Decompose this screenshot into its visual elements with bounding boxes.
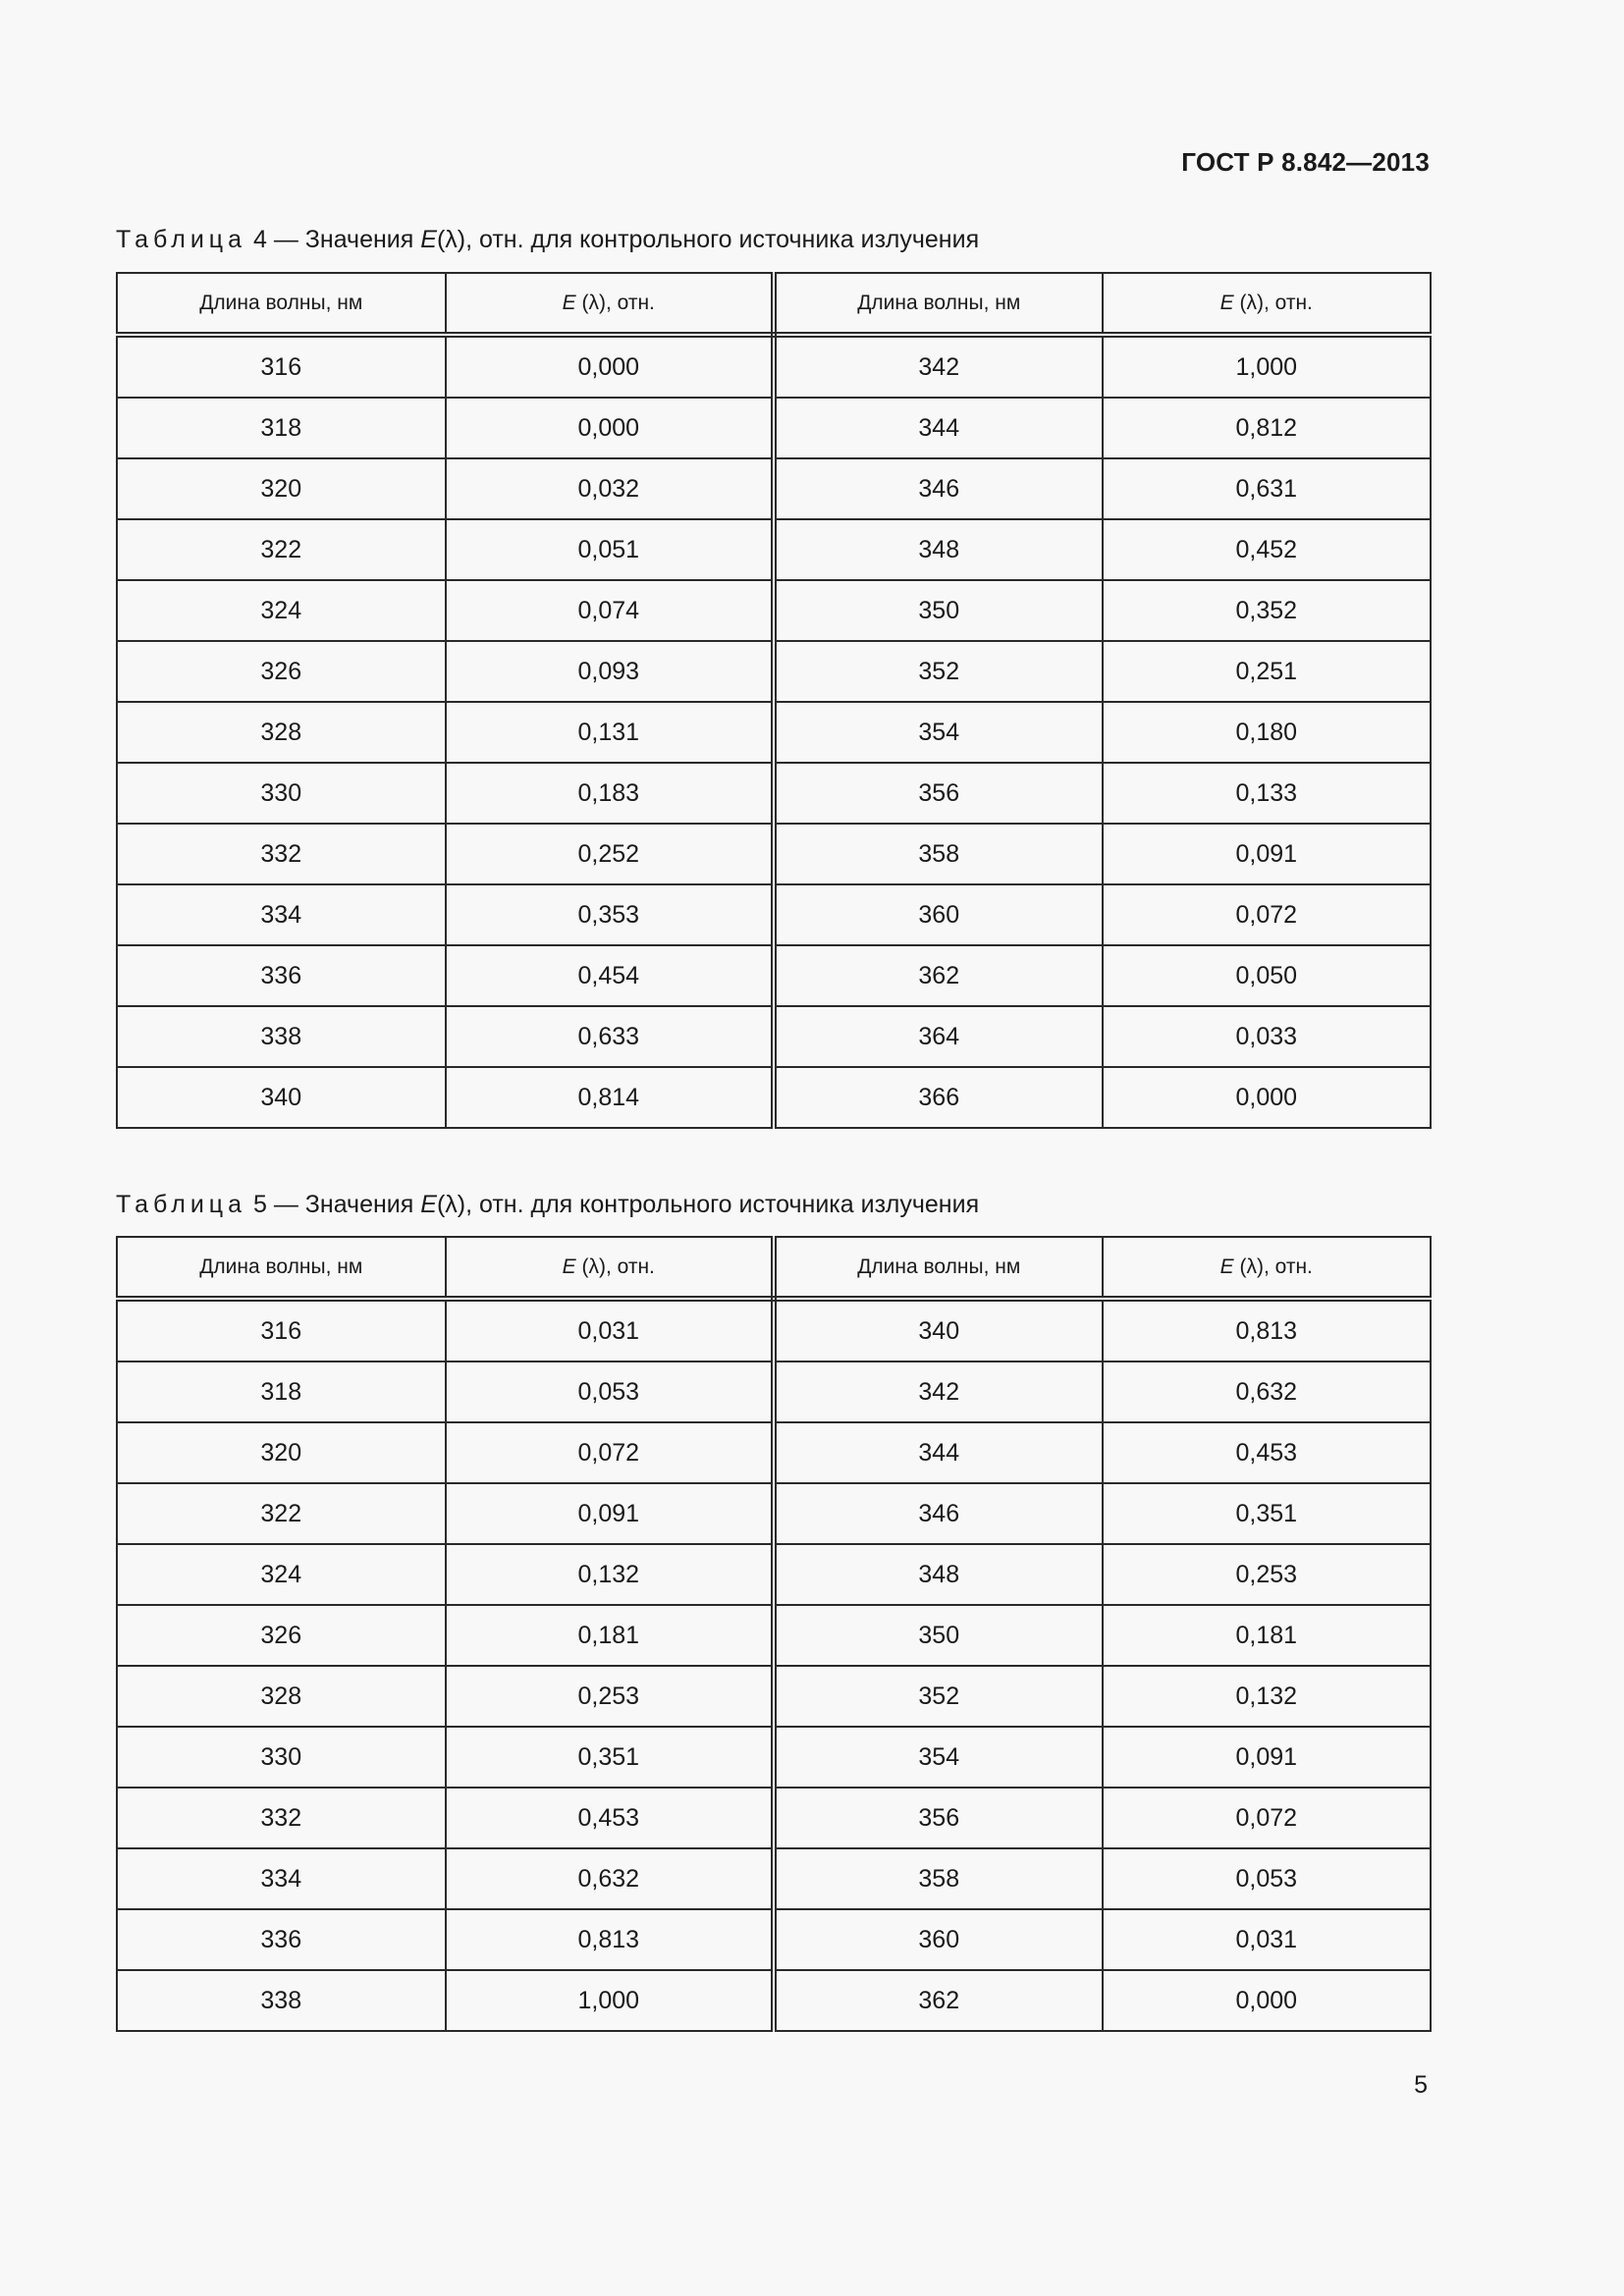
cell-value: 0,000	[1103, 1970, 1432, 2031]
header-wavelength: Длина волны, нм	[117, 1237, 446, 1299]
cell-wavelength: 338	[117, 1970, 446, 2031]
cell-wavelength: 330	[117, 763, 446, 824]
cell-value: 0,183	[446, 763, 775, 824]
table-row	[117, 641, 1431, 702]
cell-wavelength: 360	[774, 1909, 1103, 1970]
cell-wavelength: 346	[774, 1483, 1103, 1544]
cell-value: 0,454	[446, 945, 775, 1006]
table-row	[117, 702, 1431, 763]
caption-suffix: (λ), отн. для контрольного источника излучения	[436, 226, 980, 253]
cell-wavelength: 324	[117, 580, 446, 641]
cell-value: 0,072	[446, 1422, 775, 1483]
cell-wavelength: 338	[117, 1006, 446, 1067]
table-5	[116, 1236, 1432, 2032]
caption-prefix: — Значения	[273, 1191, 414, 1218]
table-row	[117, 580, 1431, 641]
cell-value: 0,633	[446, 1006, 775, 1067]
table-row	[117, 1605, 1431, 1666]
cell-wavelength: 358	[774, 824, 1103, 884]
cell-value: 0,180	[1103, 702, 1432, 763]
cell-value: 1,000	[446, 1970, 775, 2031]
page-number: 5	[1414, 2071, 1428, 2099]
cell-wavelength: 352	[774, 641, 1103, 702]
cell-value: 0,251	[1103, 641, 1432, 702]
cell-value: 0,091	[1103, 824, 1432, 884]
caption-symbol: E	[420, 226, 437, 253]
cell-wavelength: 344	[774, 1422, 1103, 1483]
table-row	[117, 884, 1431, 945]
caption-suffix: (λ), отн. для контрольного источника излучения	[436, 1191, 980, 1218]
table-row	[117, 1544, 1431, 1605]
cell-value: 0,000	[446, 335, 775, 398]
cell-value: 0,351	[1103, 1483, 1432, 1544]
cell-value: 0,453	[1103, 1422, 1432, 1483]
cell-value: 0,131	[446, 702, 775, 763]
table-row	[117, 1788, 1431, 1848]
cell-wavelength: 330	[117, 1727, 446, 1788]
table-row	[117, 1970, 1431, 2031]
header-value	[1103, 273, 1432, 335]
cell-wavelength: 364	[774, 1006, 1103, 1067]
cell-wavelength: 324	[117, 1544, 446, 1605]
cell-wavelength: 318	[117, 398, 446, 458]
cell-wavelength: 340	[117, 1067, 446, 1128]
cell-value: 0,031	[1103, 1909, 1432, 1970]
table-4	[116, 272, 1432, 1129]
header-value-rest: (λ), отн.	[1233, 291, 1313, 314]
table-4-caption	[116, 226, 979, 254]
table-row	[117, 1006, 1431, 1067]
table-row	[117, 1422, 1431, 1483]
cell-wavelength: 360	[774, 884, 1103, 945]
cell-wavelength: 328	[117, 702, 446, 763]
cell-wavelength: 334	[117, 884, 446, 945]
cell-value: 0,091	[446, 1483, 775, 1544]
cell-value: 0,000	[1103, 1067, 1432, 1128]
cell-wavelength: 350	[774, 580, 1103, 641]
cell-wavelength: 328	[117, 1666, 446, 1727]
cell-value: 0,351	[446, 1727, 775, 1788]
cell-value: 0,812	[1103, 398, 1432, 458]
cell-value: 0,074	[446, 580, 775, 641]
table-row	[117, 1727, 1431, 1788]
cell-value: 0,352	[1103, 580, 1432, 641]
header-wavelength: Длина волны, нм	[774, 273, 1103, 335]
cell-wavelength: 336	[117, 1909, 446, 1970]
header-value-rest: (λ), отн.	[575, 291, 655, 314]
table-row	[117, 335, 1431, 398]
caption-label: Таблица	[116, 1191, 247, 1218]
cell-value: 0,000	[446, 398, 775, 458]
cell-wavelength: 322	[117, 519, 446, 580]
cell-wavelength: 320	[117, 458, 446, 519]
cell-value: 0,813	[446, 1909, 775, 1970]
cell-value: 0,072	[1103, 884, 1432, 945]
cell-value: 0,132	[446, 1544, 775, 1605]
header-value-symbol: E	[1219, 291, 1234, 314]
cell-value: 0,133	[1103, 763, 1432, 824]
cell-value: 0,181	[446, 1605, 775, 1666]
caption-number: 4	[252, 226, 267, 253]
table-row	[117, 398, 1431, 458]
table-row	[117, 824, 1431, 884]
cell-value: 0,813	[1103, 1299, 1432, 1362]
cell-wavelength: 356	[774, 763, 1103, 824]
cell-value: 0,053	[1103, 1848, 1432, 1909]
cell-wavelength: 358	[774, 1848, 1103, 1909]
cell-wavelength: 316	[117, 335, 446, 398]
cell-wavelength: 344	[774, 398, 1103, 458]
cell-value: 1,000	[1103, 335, 1432, 398]
table-5-caption	[116, 1191, 979, 1219]
cell-wavelength: 320	[117, 1422, 446, 1483]
cell-wavelength: 332	[117, 824, 446, 884]
cell-value: 0,053	[446, 1362, 775, 1422]
cell-value: 0,452	[1103, 519, 1432, 580]
cell-value: 0,050	[1103, 945, 1432, 1006]
header-value-symbol: E	[1219, 1255, 1234, 1278]
table-row	[117, 1483, 1431, 1544]
cell-value: 0,253	[1103, 1544, 1432, 1605]
cell-wavelength: 322	[117, 1483, 446, 1544]
table-header-row	[117, 1237, 1431, 1299]
cell-wavelength: 332	[117, 1788, 446, 1848]
cell-wavelength: 346	[774, 458, 1103, 519]
cell-wavelength: 318	[117, 1362, 446, 1422]
cell-wavelength: 342	[774, 1362, 1103, 1422]
cell-wavelength: 326	[117, 1605, 446, 1666]
table-row	[117, 1666, 1431, 1727]
table-row	[117, 1848, 1431, 1909]
header-value-rest: (λ), отн.	[1233, 1255, 1313, 1278]
cell-wavelength: 362	[774, 1970, 1103, 2031]
cell-wavelength: 354	[774, 702, 1103, 763]
cell-wavelength: 316	[117, 1299, 446, 1362]
table-header-row	[117, 273, 1431, 335]
cell-value: 0,353	[446, 884, 775, 945]
header-wavelength: Длина волны, нм	[774, 1237, 1103, 1299]
cell-wavelength: 362	[774, 945, 1103, 1006]
cell-value: 0,252	[446, 824, 775, 884]
header-value-rest: (λ), отн.	[575, 1255, 655, 1278]
header-value	[446, 1237, 775, 1299]
cell-value: 0,032	[446, 458, 775, 519]
cell-value: 0,814	[446, 1067, 775, 1128]
document-code: ГОСТ Р 8.842—2013	[1181, 147, 1430, 177]
cell-value: 0,033	[1103, 1006, 1432, 1067]
table-row	[117, 519, 1431, 580]
cell-value: 0,072	[1103, 1788, 1432, 1848]
cell-value: 0,631	[1103, 458, 1432, 519]
table-row	[117, 1909, 1431, 1970]
caption-symbol: E	[420, 1191, 437, 1218]
cell-wavelength: 348	[774, 1544, 1103, 1605]
cell-value: 0,132	[1103, 1666, 1432, 1727]
cell-wavelength: 354	[774, 1727, 1103, 1788]
cell-value: 0,031	[446, 1299, 775, 1362]
header-value-symbol: E	[562, 1255, 576, 1278]
table-row	[117, 1299, 1431, 1362]
header-value-symbol: E	[562, 291, 576, 314]
table-row	[117, 1362, 1431, 1422]
cell-value: 0,253	[446, 1666, 775, 1727]
cell-wavelength: 336	[117, 945, 446, 1006]
cell-value: 0,091	[1103, 1727, 1432, 1788]
cell-value: 0,632	[1103, 1362, 1432, 1422]
cell-wavelength: 366	[774, 1067, 1103, 1128]
caption-number: 5	[252, 1191, 267, 1218]
cell-value: 0,453	[446, 1788, 775, 1848]
cell-value: 0,093	[446, 641, 775, 702]
cell-wavelength: 340	[774, 1299, 1103, 1362]
cell-wavelength: 348	[774, 519, 1103, 580]
cell-value: 0,181	[1103, 1605, 1432, 1666]
table-row	[117, 1067, 1431, 1128]
cell-wavelength: 350	[774, 1605, 1103, 1666]
cell-wavelength: 334	[117, 1848, 446, 1909]
cell-wavelength: 326	[117, 641, 446, 702]
cell-wavelength: 352	[774, 1666, 1103, 1727]
caption-label: Таблица	[116, 226, 247, 253]
table-row	[117, 458, 1431, 519]
cell-wavelength: 342	[774, 335, 1103, 398]
caption-prefix: — Значения	[273, 226, 414, 253]
cell-wavelength: 356	[774, 1788, 1103, 1848]
header-value	[446, 273, 775, 335]
cell-value: 0,051	[446, 519, 775, 580]
header-wavelength: Длина волны, нм	[117, 273, 446, 335]
header-value	[1103, 1237, 1432, 1299]
table-row	[117, 945, 1431, 1006]
cell-value: 0,632	[446, 1848, 775, 1909]
table-row	[117, 763, 1431, 824]
